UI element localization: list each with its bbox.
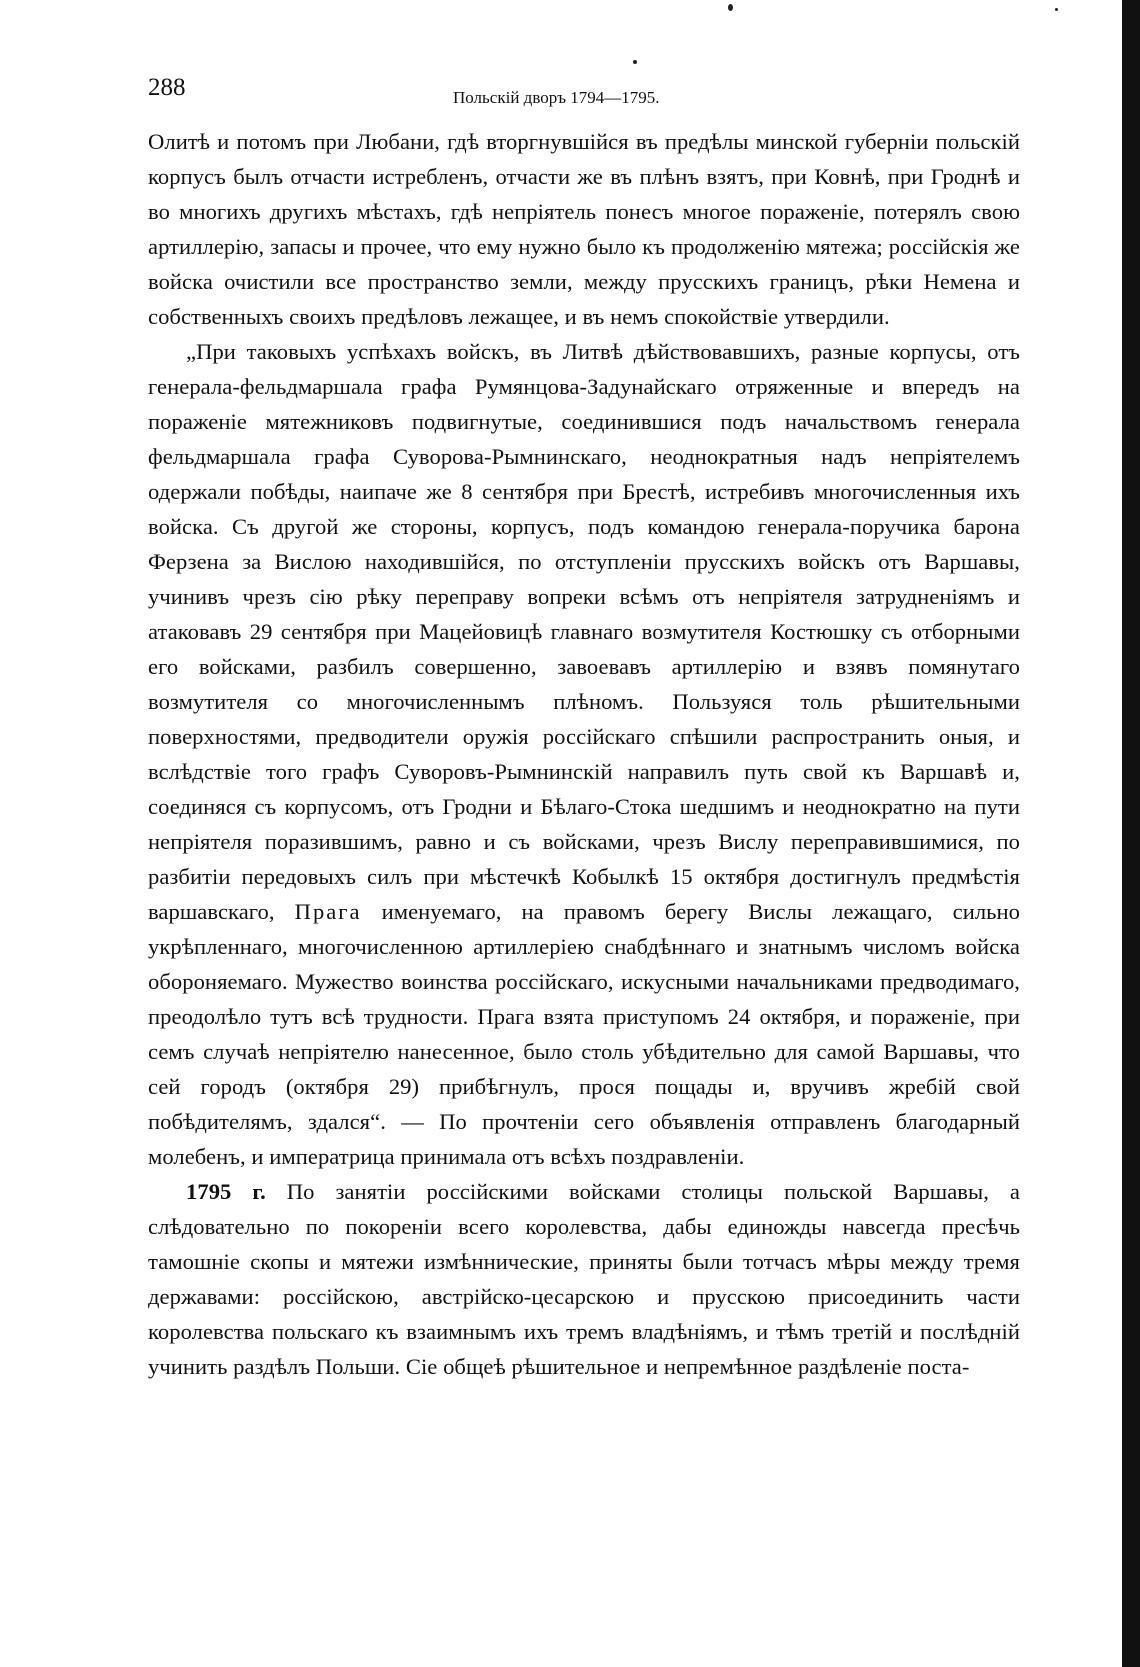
paragraph-1: Олитѣ и потомъ при Любани, гдѣ вторгнувшійся въ предѣлы минской губерніи польскій корпусъ былъ отчасти истребленъ, отчасти же въ плѣнъ взятъ, при Ковнѣ, при Гроднѣ и во многихъ другихъ мѣстахъ, гдѣ непріятель понесъ многое пораженіе, потерялъ свою артиллерію, запасы и прочее, что ему нужно было къ продолженію мятежа; россійскія же войска очистили все пространство земли, между прусскихъ границъ, рѣки Немена и собственныхъ своихъ предѣловъ лежащее, и въ немъ спокойствіе утвердили. bbox=[148, 129, 1020, 329]
spaced-word-praga: Прага bbox=[294, 899, 362, 924]
book-page bbox=[148, 74, 1020, 1384]
paragraph-3 bbox=[148, 1174, 1020, 1384]
paragraph-2-text-a: „При таковыхъ успѣхахъ войскъ, въ Литвѣ дѣйствовавшихъ, разные корпусы, отъ генерала-фельдмаршала графа Румянцова-Задунайскаго отряженные и впередъ на пораженіе мятежниковъ подвигнутые, соединившися подъ начальствомъ генерала фельдмаршала графа Суворова-Рымнинскаго, неоднократныя надъ непріятелемъ одержали побѣды, наипаче же 8 сентября при Брестѣ, истребивъ многочисленныя ихъ войска. Съ другой же стороны, корпусъ, подъ командою генерала-поручика барона Ферзена за Вислою находившійся, по отступленіи прусскихъ войскъ отъ Варшавы, учинивъ чрезъ сію рѣку переправу вопреки всѣмъ отъ непріятеля затрудненіямъ и атаковавъ 29 сентября при Мацейовицѣ главнаго возмутителя Костюшку съ отборными его войсками, разбилъ совершенно, завоевавъ артиллерію и взявъ помянутаго возмутителя со многочисленнымъ плѣномъ. Пользуяся толь рѣшительными поверхностями, предводители оружія россійскаго спѣшили распространить оныя, и вслѣдствіе того графъ Суворовъ-Рымнинскій направилъ путь свой къ Варшавѣ и, соединяся съ корпусомъ, отъ Гродни и Бѣлаго-Стока шедшимъ и неоднократно на пути непріятеля поразившимъ, равно и съ войсками, чрезъ Вислу переправившимися, по разбитіи передовыхъ силъ при мѣстечкѣ Кобылкѣ 15 октября достигнулъ предмѣстія варшавскаго, bbox=[148, 339, 1020, 924]
page-number: 288 bbox=[148, 74, 186, 101]
year-heading: 1795 г. bbox=[186, 1179, 266, 1204]
body-text bbox=[148, 124, 1020, 1384]
running-title: Польскій дворъ 1794—1795. bbox=[453, 88, 660, 107]
paragraph-2-text-b: именуемаго, на правомъ берегу Вислы лежащаго, сильно укрѣпленнаго, многочисленною артиллеріею снабдѣннаго и знатнымъ числомъ войска обороняемаго. Мужество воинства россійскаго, искусными начальниками предводимаго, преодолѣло тутъ всѣ трудности. Прага взята приступомъ 24 октября, и пораженіе, при семъ случаѣ непріятелю нанесенное, было столь убѣдительно для самой Варшавы, что сей городъ (октября 29) прибѣгнулъ, прося пощады и, вручивъ жребій свой побѣдителямъ, здался“. — По прочтеніи сего объявленія отправленъ благодарный молебенъ, и императрица принимала отъ всѣхъ поздравленіи. bbox=[148, 899, 1021, 1169]
paragraph-2 bbox=[148, 334, 1020, 1174]
scan-edge bbox=[1122, 0, 1140, 1667]
paragraph-3-text: По занятіи россійскими войсками столицы польской Варшавы, а слѣдовательно по покореніи всего королевства, дабы единожды навсегда пресѣчь тамошніе скопы и мятежи измѣннические, приняты были тотчасъ мѣры между тремя державами: россійскою, австрійско-цесарскою и прусскою присоединить части королевства польскаго къ взаимнымъ ихъ тремъ владѣніямъ, и тѣмъ третій и послѣдній учинить раздѣлъ Польши. Сіе общеѣ рѣшительное и непремѣнное раздѣленіе поста- bbox=[148, 1179, 1020, 1379]
running-head bbox=[148, 74, 1020, 124]
